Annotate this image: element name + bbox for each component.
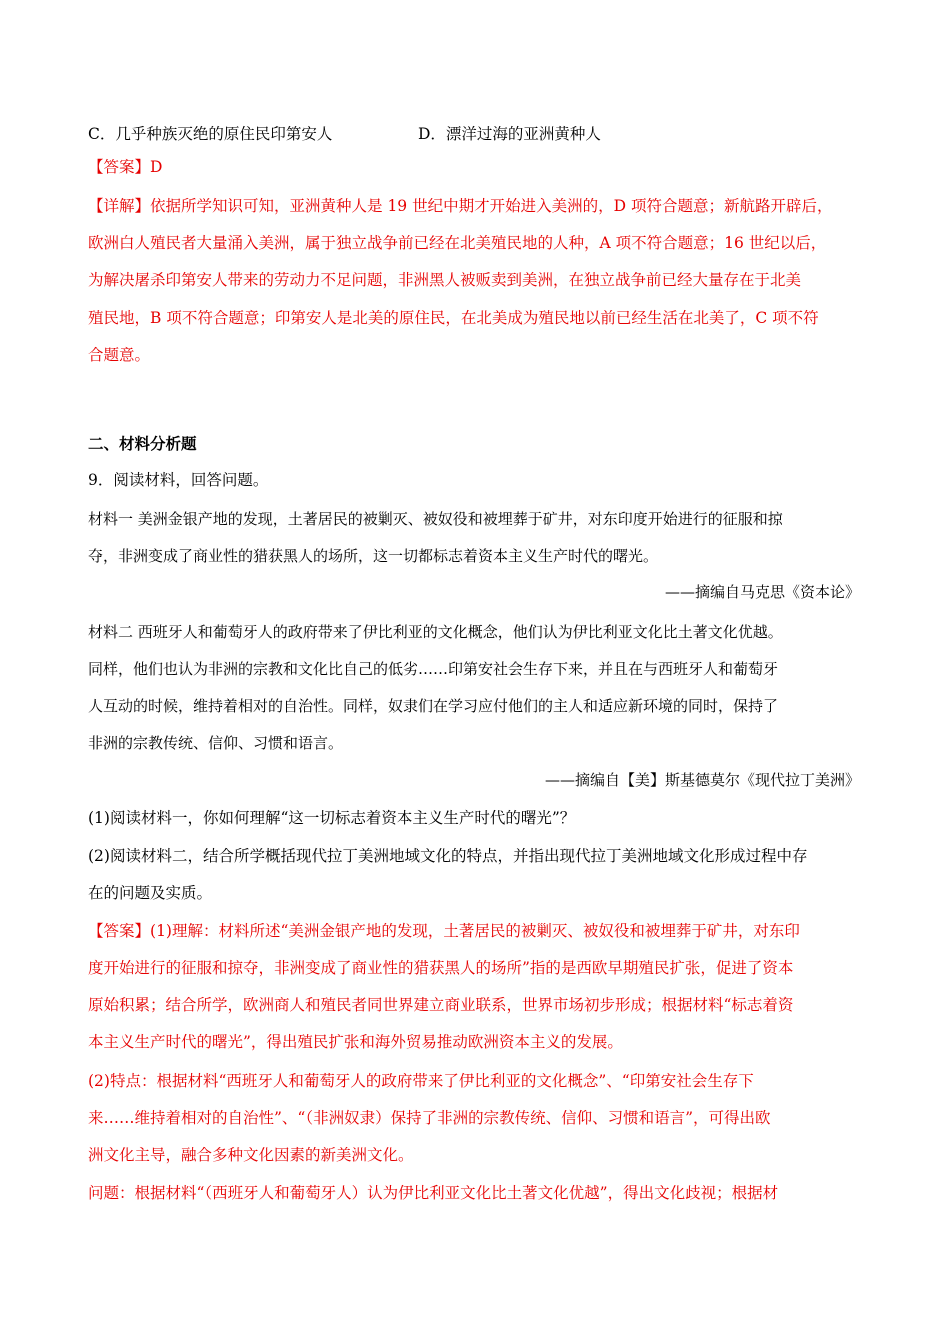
q9-answer1-line xyxy=(88,921,800,941)
answer-tag: 【答案】 xyxy=(88,158,151,176)
material2-line: 材料二 西班牙人和葡萄牙人的政府带来了伊比利亚的文化概念，他们认为伊比利亚文化比土著文化优越。 xyxy=(88,623,783,641)
q8-answer xyxy=(88,157,162,177)
section-title: 二、材料分析题 xyxy=(88,434,197,453)
q8-detail-line: 合题意。 xyxy=(88,346,151,364)
answer-value: D xyxy=(150,158,163,176)
material2-source: ——摘编自【美】斯基德莫尔《现代拉丁美洲》 xyxy=(544,771,860,789)
q9-sub1: (1)阅读材料一，你如何理解“这一切标志着资本主义生产时代的曙光”？ xyxy=(88,809,576,827)
material2-line: 非洲的宗教传统、信仰、习惯和语言。 xyxy=(88,734,344,752)
q9-answer2-line: 问题：根据材料“（西班牙人和葡萄牙人）认为伊比利亚文化比土著文化优越”，得出文化歧视；根据材 xyxy=(88,1184,779,1202)
q9-sub2-line: (2)阅读材料二，结合所学概括现代拉丁美洲地域文化的特点，并指出现代拉丁美洲地域文化形成过程中存 xyxy=(88,847,808,865)
q8-detail-line: 为解决屠杀印第安人带来的劳动力不足问题，非洲黑人被贩卖到美洲，在独立战争前已经大量存在于北美 xyxy=(88,271,802,289)
option-c: C．几乎种族灭绝的原住民印第安人 xyxy=(88,125,333,143)
material1-source: ——摘编自马克思《资本论》 xyxy=(664,583,860,601)
material2-line: 同样，他们也认为非洲的宗教和文化比自己的低劣……印第安社会生存下来，并且在与西班牙人和葡萄牙 xyxy=(88,660,779,678)
q9-answer1-line: 本主义生产时代的曙光”，得出殖民扩张和海外贸易推动欧洲资本主义的发展。 xyxy=(88,1033,623,1051)
answer-tag: 【答案】 xyxy=(88,922,151,940)
q9-stem: 9．阅读材料，回答问题。 xyxy=(88,471,269,489)
option-d: D．漂洋过海的亚洲黄种人 xyxy=(418,125,601,143)
q8-detail-line xyxy=(88,196,832,216)
q9-answer1-line: 原始积累；结合所学，欧洲商人和殖民者同世界建立商业联系，世界市场初步形成；根据材料“标志着资 xyxy=(88,996,794,1014)
q9-answer1-line: 度开始进行的征服和掠夺，非洲变成了商业性的猎获黑人的场所”指的是西欧早期殖民扩张，促进了资本 xyxy=(88,959,794,977)
material1-line: 材料一 美洲金银产地的发现，土著居民的被剿灭、被奴役和被埋葬于矿井，对东印度开始进行的征服和掠 xyxy=(88,510,783,528)
material2-line: 人互动的时候，维持着相对的自治性。同样，奴隶们在学习应付他们的主人和适应新环境的同时，保持了 xyxy=(88,697,779,715)
q8-detail-line: 殖民地，B 项不符合题意；印第安人是北美的原住民，在北美成为殖民地以前已经生活在北美了，C 项不符 xyxy=(88,309,819,327)
q9-answer2-line: (2)特点：根据材料“西班牙人和葡萄牙人的政府带来了伊比利亚的文化概念”、“印第安社会生存下 xyxy=(88,1072,754,1090)
detail-tag: 【详解】 xyxy=(88,197,151,215)
q9-sub2-line: 在的问题及实质。 xyxy=(88,884,213,902)
answer1-text: (1)理解：材料所述“美洲金银产地的发现，土著居民的被剿灭、被奴役和被埋葬于矿井，对东印 xyxy=(150,922,800,940)
q9-answer2-line: 洲文化主导，融合多种文化因素的新美洲文化。 xyxy=(88,1146,414,1164)
material1-line: 夺，非洲变成了商业性的猎获黑人的场所，这一切都标志着资本主义生产时代的曙光。 xyxy=(88,547,659,565)
detail-text: 依据所学知识可知，亚洲黄种人是 19 世纪中期才开始进入美洲的，D 项符合题意；新航路开辟后， xyxy=(150,197,833,215)
q9-answer2-line: 来……维持着相对的自治性”、“（非洲奴隶）保持了非洲的宗教传统、信仰、习惯和语言”，可得出欧 xyxy=(88,1109,771,1127)
q8-detail-line: 欧洲白人殖民者大量涌入美洲，属于独立战争前已经在北美殖民地的人种，A 项不符合题意；16 世纪以后， xyxy=(88,234,827,252)
